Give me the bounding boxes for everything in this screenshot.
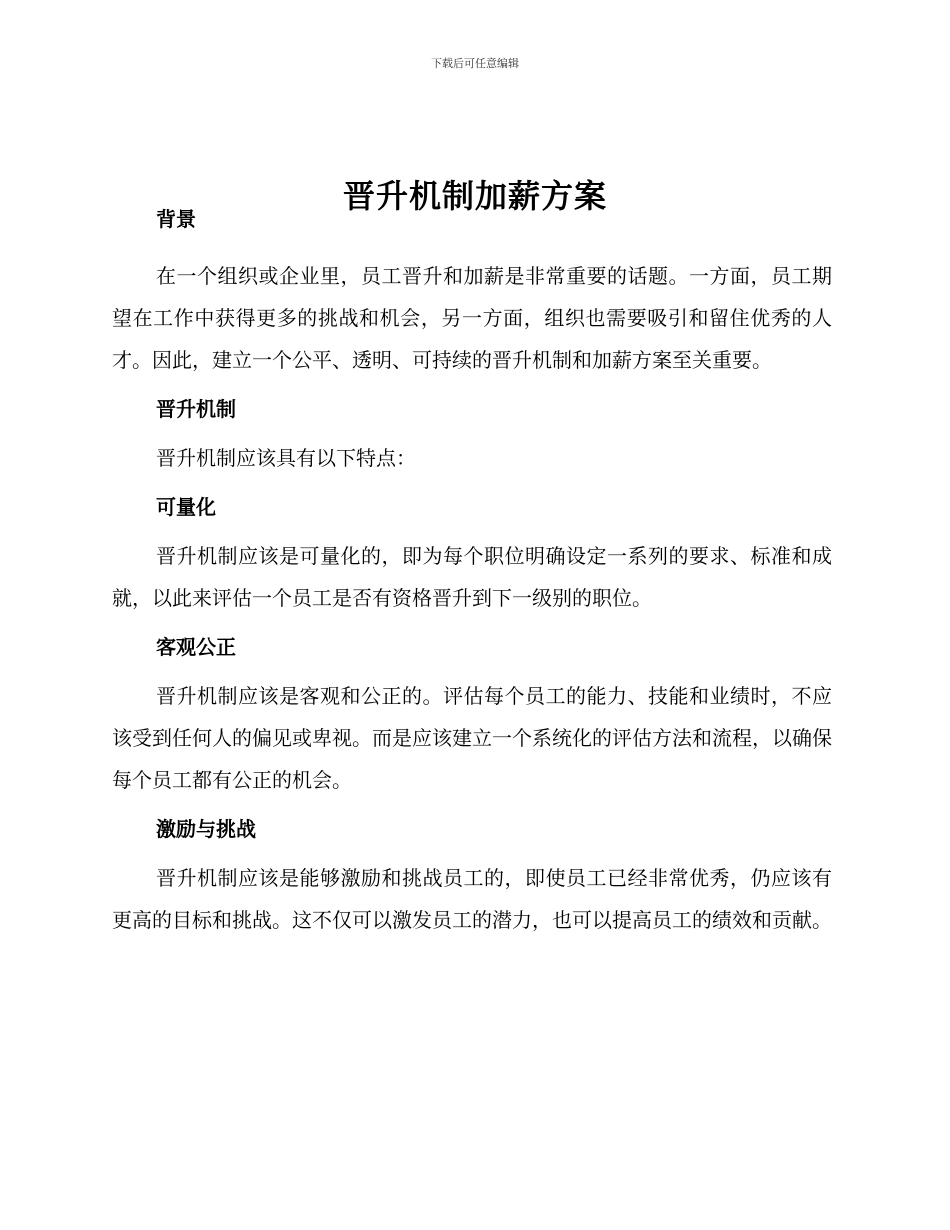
section-heading-quantifiable: 可量化 [156,495,216,519]
header-note: 下载后可任意编辑 [431,57,519,70]
section-paragraph-promotion: 晋升机制应该具有以下特点： [156,446,416,470]
document-title: 晋升机制加薪方案 [342,177,607,216]
section-paragraph-objective: 晋升机制应该是客观和公正的。评估每个员工的能力、技能和业绩时，不应该受到任何人的偏见或卑视。而是应该建立一个系统化的评估方法和流程，以确保每个员工都有公正的机会。 [112,684,832,792]
section-heading-objective: 客观公正 [156,635,236,659]
document-body [112,205,832,941]
section-paragraph-quantifiable: 晋升机制应该是可量化的，即为每个职位明确设定一系列的要求、标准和成就，以此来评估一个员工是否有资格晋升到下一级别的职位。 [112,544,832,610]
section-paragraph-background: 在一个组织或企业里，员工晋升和加薪是非常重要的话题。一方面，员工期望在工作中获得更多的挑战和机会，另一方面，组织也需要吸引和留住优秀的人才。因此，建立一个公平、透明、可持续的晋升机制和加薪方案至关重要。 [112,264,832,372]
section-heading-promotion: 晋升机制 [156,397,236,421]
section-heading-background: 背景 [156,207,196,231]
section-heading-motivation: 激励与挑战 [156,817,256,841]
section-paragraph-motivation: 晋升机制应该是能够激励和挑战员工的，即使员工已经非常优秀，仍应该有更高的目标和挑战。这不仅可以激发员工的潜力，也可以提高员工的绩效和贡献。 [112,866,832,932]
